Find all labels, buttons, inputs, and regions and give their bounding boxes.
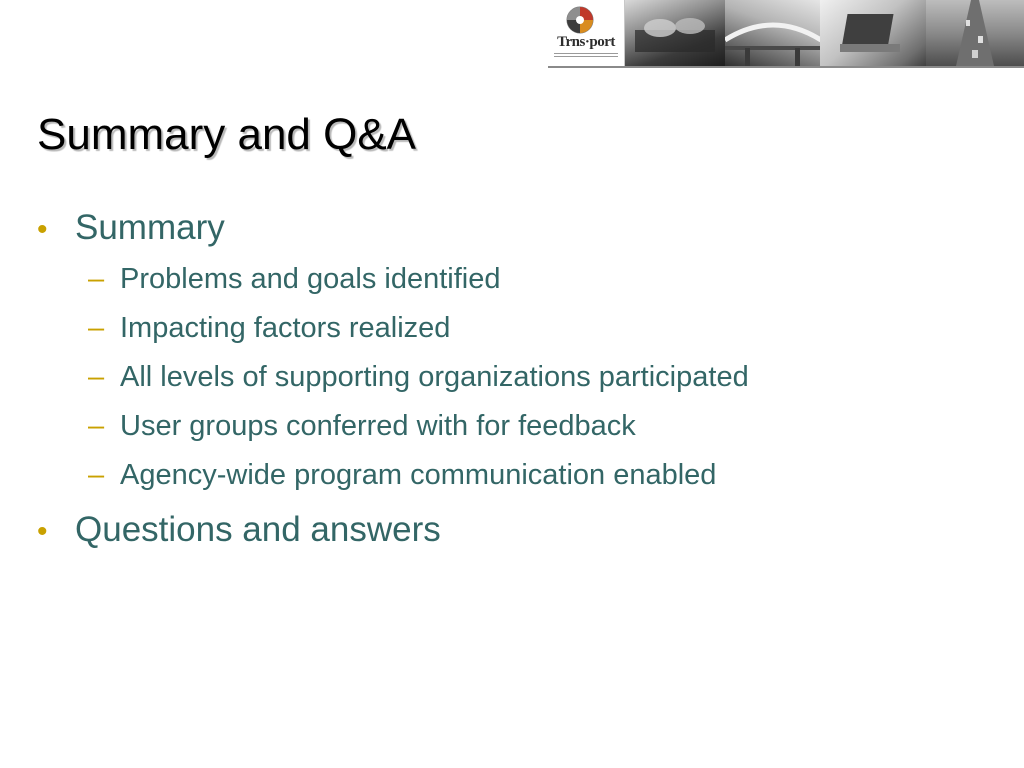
slide-title: Summary and Q&A: [37, 110, 417, 159]
sub-bullet-marker: –: [88, 459, 105, 491]
sub-bullet: [88, 263, 500, 296]
sub-bullet-text: Agency-wide program communication enabled: [120, 459, 717, 491]
bullet-text: Summary: [75, 208, 225, 247]
sub-bullet: [88, 312, 450, 345]
sub-bullet-text: Problems and goals identified: [120, 263, 501, 295]
sub-bullet-marker: –: [88, 312, 105, 344]
logo-wordmark: Trns·port: [557, 34, 615, 50]
sub-bullet-text: User groups conferred with for feedback: [120, 410, 636, 442]
sub-bullet-text: Impacting factors realized: [120, 312, 451, 344]
sub-bullet-marker: –: [88, 263, 105, 295]
bullet-text: Questions and answers: [75, 510, 441, 549]
bullet-questions: [37, 510, 441, 550]
sub-bullet-marker: –: [88, 361, 105, 393]
sub-bullet-marker: –: [88, 410, 105, 442]
sub-bullet: [88, 410, 636, 443]
sub-bullet: [88, 361, 749, 394]
sub-bullet-text: All levels of supporting organizations participated: [120, 361, 749, 393]
bullet-summary: [37, 208, 225, 248]
sub-bullet: [88, 459, 716, 492]
bullet-marker: •: [37, 213, 48, 246]
bullet-marker: •: [37, 515, 48, 548]
